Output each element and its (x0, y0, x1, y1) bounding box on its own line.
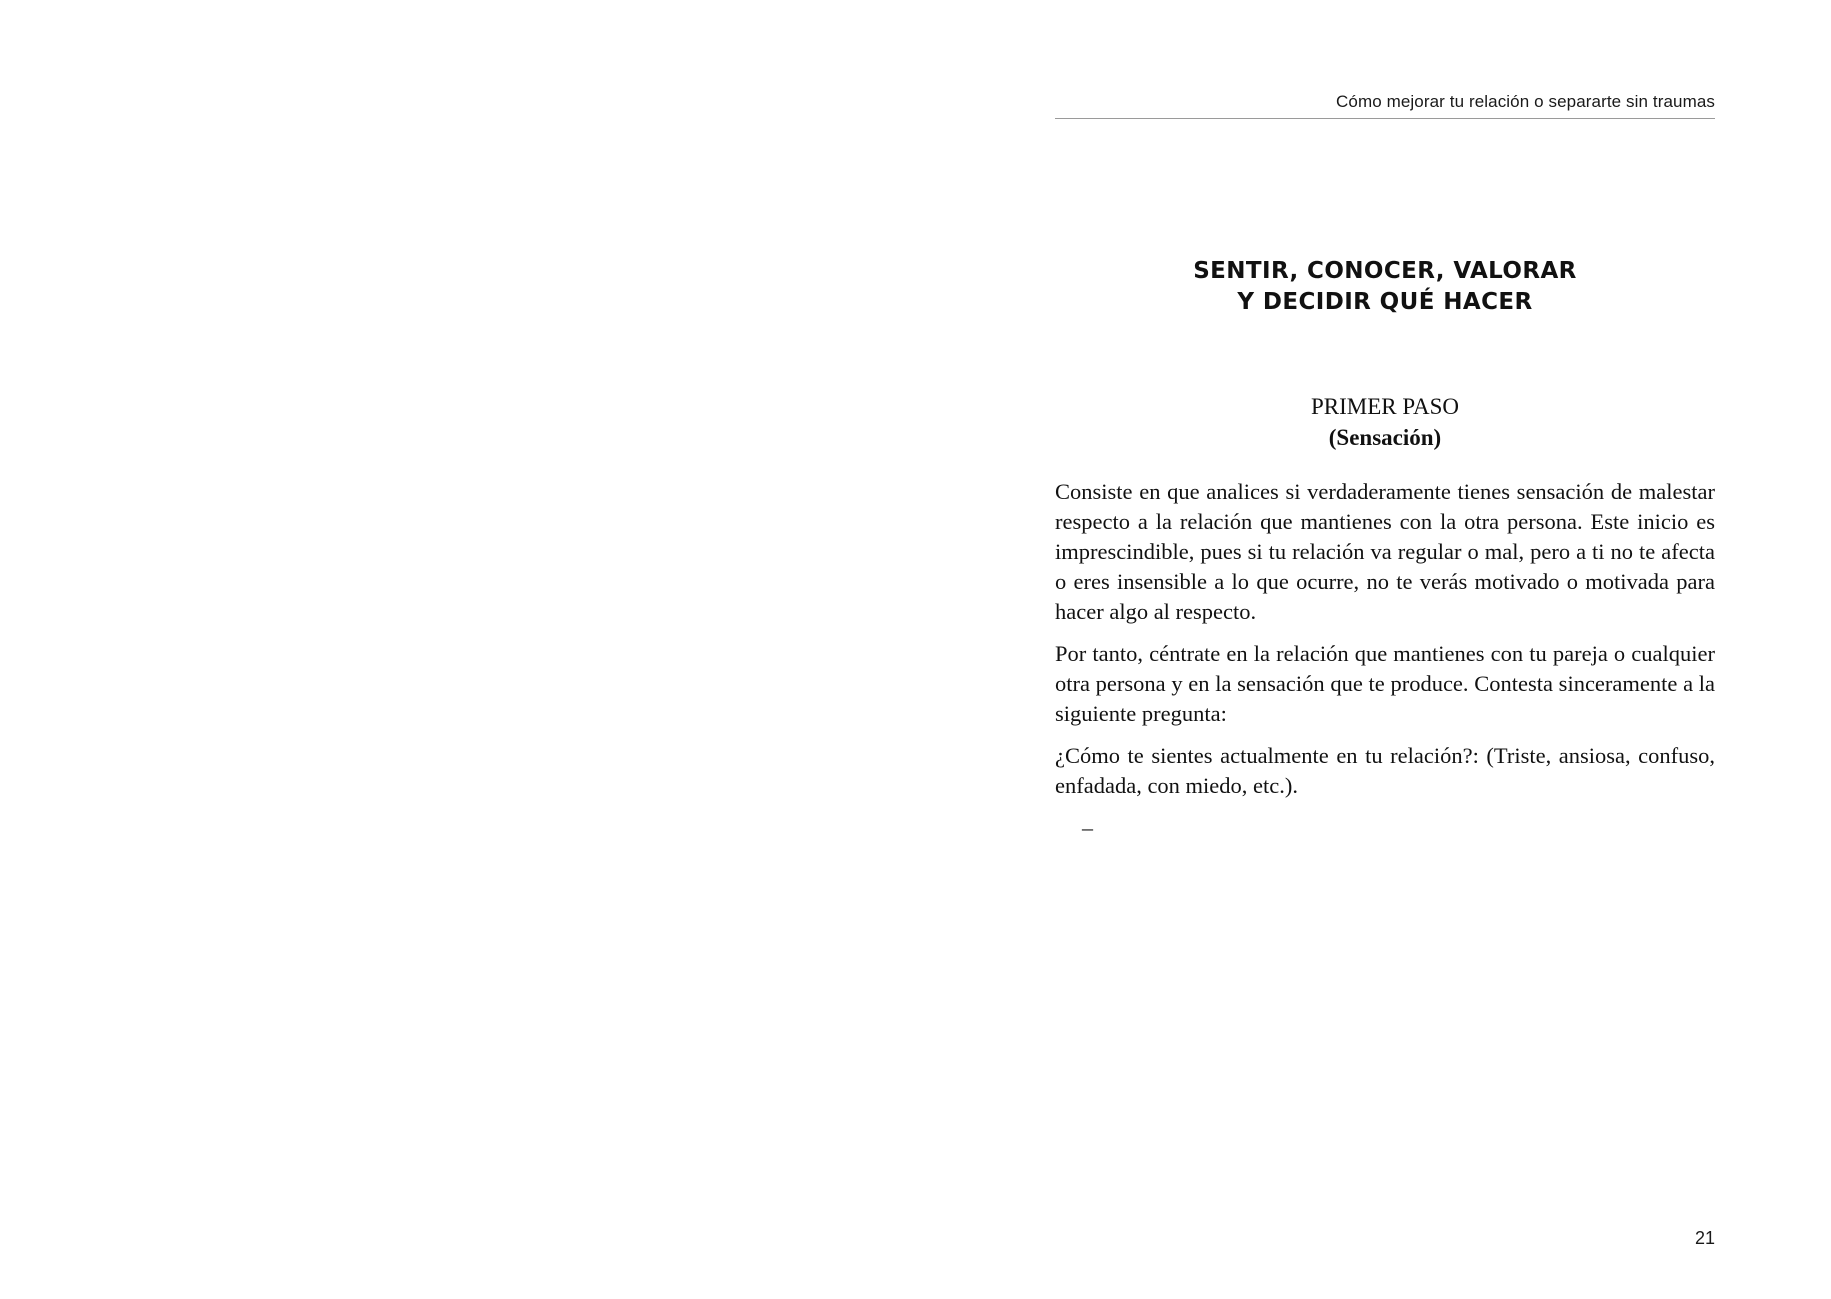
paragraph-3: ¿Cómo te sientes actualmente en tu relación?: (Triste, ansiosa, confuso, enfadada, con miedo, etc.). (1055, 743, 1715, 798)
chapter-title-line-2: Y DECIDIR QUÉ HACER (1237, 289, 1533, 315)
header-rule (1055, 118, 1715, 119)
answer-dash: – (1082, 815, 1093, 840)
paragraph-1: Consiste en que analices si verdaderamente tienes sensación de malestar respecto a la relación que mantienes con la otra persona. Este inicio es imprescindible, pues si tu relación va regular o mal, pero a ti no te afecta o eres insensible a lo que ocurre, no te verás motivado o motivada para hacer algo al respecto. (1055, 479, 1715, 624)
chapter-title (1055, 256, 1715, 318)
right-page (915, 0, 1831, 1299)
running-header: Cómo mejorar tu relación o separarte sin traumas (1336, 92, 1715, 111)
step-subtitle: (Sensación) (1328, 425, 1442, 450)
body-text (1055, 477, 1715, 813)
left-page-blank (0, 0, 915, 1299)
chapter-title-line-1: SENTIR, CONOCER, VALORAR (1193, 258, 1577, 284)
page-number: 21 (1694, 1228, 1715, 1248)
step-heading (1055, 391, 1715, 453)
step-title: PRIMER PASO (1310, 394, 1460, 419)
paragraph-2: Por tanto, céntrate en la relación que mantienes con tu pareja o cualquier otra persona y en la sensación que te produce. Contesta sinceramente a la siguiente pregunta: (1055, 641, 1715, 726)
